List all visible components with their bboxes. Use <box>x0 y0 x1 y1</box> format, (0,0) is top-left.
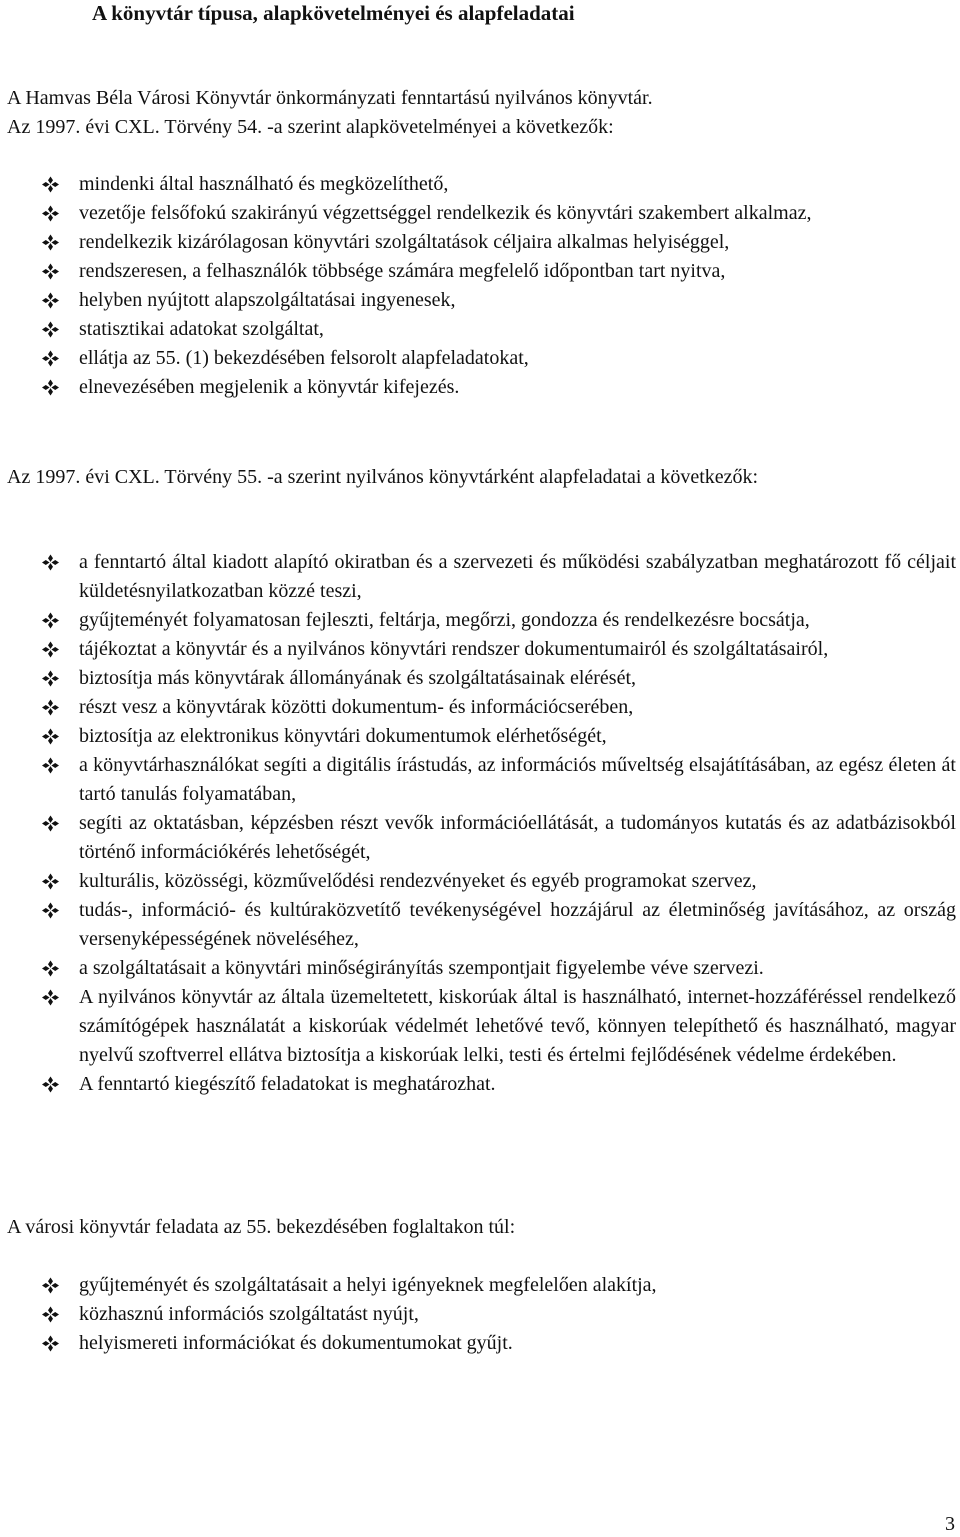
city-task-item <box>0 1329 960 1358</box>
city-tasks-list <box>0 1271 960 1358</box>
duty-item-text: a szolgáltatásait a könyvtári minőségirányítás szempontjait figyelembe véve szervezi. <box>79 957 764 979</box>
four-diamond-bullet-icon <box>41 751 61 780</box>
requirement-item <box>0 199 960 228</box>
city-task-item-text: helyismereti információkat és dokumentumokat gyűjt. <box>79 1332 513 1354</box>
duty-item-text: biztosítja az elektronikus könyvtári dokumentumok elérhetőségét, <box>79 725 607 747</box>
four-diamond-bullet-icon <box>41 983 61 1012</box>
four-diamond-bullet-icon <box>41 315 61 344</box>
requirement-item <box>0 228 960 257</box>
requirement-item <box>0 344 960 373</box>
city-task-item-text: gyűjteményét és szolgáltatásait a helyi igényeknek megfelelően alakítja, <box>79 1274 657 1296</box>
four-diamond-bullet-icon <box>41 257 61 286</box>
four-diamond-bullet-icon <box>41 170 61 199</box>
four-diamond-bullet-icon <box>41 228 61 257</box>
duty-item-text: tájékoztat a könyvtár és a nyilvános könyvtári rendszer dokumentumairól és szolgáltatásairól, <box>79 638 829 660</box>
requirement-item <box>0 373 960 402</box>
duty-item-text: A nyilvános könyvtár az általa üzemeltetett, kiskorúak által is használható, internet-hozzáféréssel rendelkező számítógépek használatát a kiskorúak védelmét lehetővé tevő, könnyen telepíthető és használható, magyar nyelvű szoftverrel ellátva biztosítja a kiskorúak lelki, testi és értelmi fejlődésének védelme érdekében. <box>79 986 956 1066</box>
duty-item <box>0 722 960 751</box>
duty-item-text: a könyvtárhasználókat segíti a digitális írástudás, az információs műveltség elsajátításában, az egész életen át tartó tanulás folyamatában, <box>79 754 956 805</box>
duty-item <box>0 1070 960 1099</box>
requirement-item-text: ellátja az 55. (1) bekezdésében felsorolt alapfeladatokat, <box>79 347 529 369</box>
four-diamond-bullet-icon <box>41 867 61 896</box>
duties-intro-paragraph: Az 1997. évi CXL. Törvény 55. -a szerint nyilvános könyvtárként alapfeladatai a következők: <box>7 466 759 488</box>
city-intro-paragraph: A városi könyvtár feladata az 55. bekezdésében foglaltakon túl: <box>7 1216 516 1238</box>
duty-item-text: gyűjteményét folyamatosan fejleszti, feltárja, megőrzi, gondozza és rendelkezésre bocsátja, <box>79 609 810 631</box>
four-diamond-bullet-icon <box>41 896 61 925</box>
four-diamond-bullet-icon <box>41 809 61 838</box>
city-task-item <box>0 1300 960 1329</box>
four-diamond-bullet-icon <box>41 606 61 635</box>
duty-item <box>0 635 960 664</box>
requirement-item <box>0 170 960 199</box>
duty-item <box>0 606 960 635</box>
page-title: A könyvtár típusa, alapkövetelményei és alapfeladatai <box>92 1 575 25</box>
four-diamond-bullet-icon <box>41 344 61 373</box>
duty-item <box>0 954 960 983</box>
four-diamond-bullet-icon <box>41 693 61 722</box>
duties-list <box>0 548 960 1099</box>
four-diamond-bullet-icon <box>41 1070 61 1099</box>
four-diamond-bullet-icon <box>41 664 61 693</box>
four-diamond-bullet-icon <box>41 199 61 228</box>
requirements-list <box>0 170 960 402</box>
duty-item <box>0 867 960 896</box>
intro-paragraph-line-2: Az 1997. évi CXL. Törvény 54. -a szerint alapkövetelményei a következők: <box>7 116 614 138</box>
city-task-item <box>0 1271 960 1300</box>
four-diamond-bullet-icon <box>41 954 61 983</box>
four-diamond-bullet-icon <box>41 373 61 402</box>
duty-item-text: tudás-, információ- és kultúraközvetítő tevékenységével hozzájárul az életminőség javításához, az ország versenyképességének növeléséhez, <box>79 899 956 950</box>
duty-item <box>0 809 960 867</box>
requirement-item <box>0 257 960 286</box>
duty-item-text: segíti az oktatásban, képzésben részt vevők információellátását, a tudományos kutatás és az adatbázisokból történő információkérés lehetőségét, <box>79 812 956 863</box>
city-task-item-text: közhasznú információs szolgáltatást nyújt, <box>79 1303 419 1325</box>
requirement-item-text: vezetője felsőfokú szakirányú végzettséggel rendelkezik és könyvtári szakembert alkalmaz, <box>79 202 812 224</box>
duty-item-text: biztosítja más könyvtárak állományának és szolgáltatásainak elérését, <box>79 667 637 689</box>
requirement-item-text: statisztikai adatokat szolgáltat, <box>79 318 324 340</box>
four-diamond-bullet-icon <box>41 286 61 315</box>
page-number: 3 <box>945 1513 955 1535</box>
requirement-item-text: rendelkezik kizárólagosan könyvtári szolgáltatások céljaira alkalmas helyiséggel, <box>79 231 730 253</box>
duty-item <box>0 693 960 722</box>
four-diamond-bullet-icon <box>41 1300 61 1329</box>
duty-item <box>0 983 960 1070</box>
duty-item <box>0 896 960 954</box>
duty-item-text: a fenntartó által kiadott alapító okiratban és a szervezeti és működési szabályzatban meghatározott fő céljait küldetésnyilatkozatban közzé teszi, <box>79 551 956 602</box>
four-diamond-bullet-icon <box>41 1329 61 1358</box>
intro-paragraph-line-1: A Hamvas Béla Városi Könyvtár önkormányzati fenntartású nyilvános könyvtár. <box>7 87 653 109</box>
duty-item-text: kulturális, közösségi, közművelődési rendezvényeket és egyéb programokat szervez, <box>79 870 757 892</box>
four-diamond-bullet-icon <box>41 635 61 664</box>
duty-item-text: A fenntartó kiegészítő feladatokat is meghatározhat. <box>79 1073 496 1095</box>
duty-item <box>0 548 960 606</box>
requirement-item-text: mindenki által használható és megközelíthető, <box>79 173 449 195</box>
four-diamond-bullet-icon <box>41 548 61 577</box>
duty-item <box>0 751 960 809</box>
requirement-item <box>0 315 960 344</box>
four-diamond-bullet-icon <box>41 722 61 751</box>
four-diamond-bullet-icon <box>41 1271 61 1300</box>
duty-item-text: részt vesz a könyvtárak közötti dokumentum- és információcserében, <box>79 696 634 718</box>
requirement-item-text: helyben nyújtott alapszolgáltatásai ingyenesek, <box>79 289 456 311</box>
requirement-item-text: elnevezésében megjelenik a könyvtár kifejezés. <box>79 376 460 398</box>
requirement-item-text: rendszeresen, a felhasználók többsége számára megfelelő időpontban tart nyitva, <box>79 260 726 282</box>
requirement-item <box>0 286 960 315</box>
duty-item <box>0 664 960 693</box>
